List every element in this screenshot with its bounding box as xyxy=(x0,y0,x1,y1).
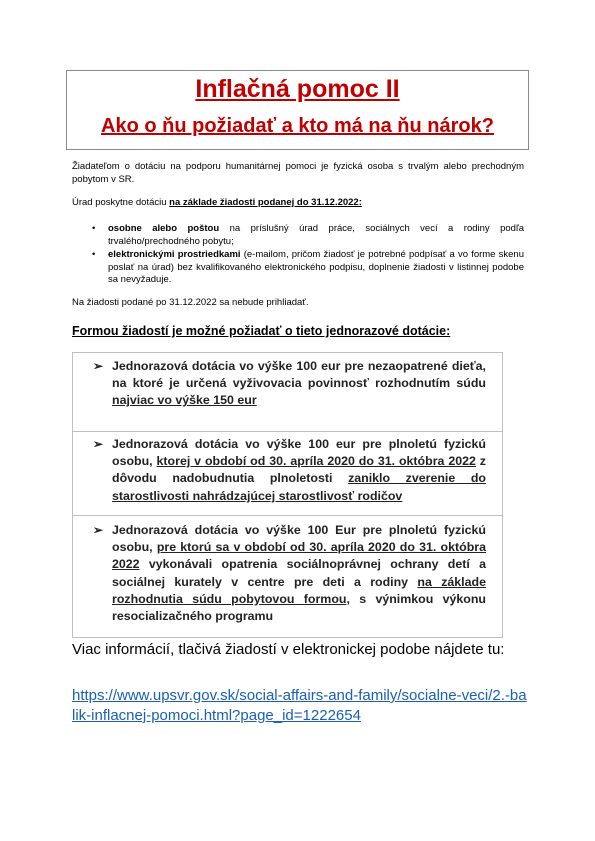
arrow-bullet-icon: ➢ xyxy=(93,359,104,373)
bullet-icon: • xyxy=(92,249,96,260)
grant-text: , s výnimkou výkonu resocializačného programu xyxy=(112,591,486,624)
grant-highlight: ktorej v období od 30. apríla 2020 do 31. októbra 2022 xyxy=(156,454,476,469)
method-text: na príslušný úrad práce, sociálnych vecí a rodiny podľa trvalého/prechodného pobytu; xyxy=(108,223,525,247)
more-info-text: Viac informácií, tlačivá žiadostí v elektronickej podobe nájdete tu: xyxy=(72,641,505,658)
late-note: Na žiadosti podané po 31.12.2022 sa nebude prihliadať. xyxy=(72,297,309,308)
basis-prefix: Úrad poskytne dotáciu xyxy=(72,197,170,208)
basis-paragraph xyxy=(72,197,524,210)
grant-text: Jednorazová dotácia vo výške 100 eur pre plnoletú fyzickú osobu, xyxy=(112,437,486,469)
grant-item xyxy=(93,358,486,410)
grant-text: z dôvodu nadobudnutia plnoletosti xyxy=(112,454,486,486)
arrow-bullet-icon: ➢ xyxy=(93,437,104,451)
grant-item xyxy=(93,522,486,625)
method-label: elektronickými prostriedkami xyxy=(108,249,241,260)
title-box xyxy=(66,70,529,150)
submission-methods-list xyxy=(72,223,524,288)
grant-text: vykonávali opatrenia sociálnoprávnej ochrany detí a sociálnej kurately v centre pre deti a rodiny xyxy=(112,557,486,589)
method-text: (e-mailom, pričom žiadosť je potrebné podpísať a vo forme skenu poslať na úrad) bez kvalifikovaného elektronického podpisu, doplnenie žiadosti v listinnej podobe sa nevyžaduje. xyxy=(108,249,524,285)
row-divider xyxy=(73,431,502,432)
grant-item xyxy=(93,436,486,505)
list-item xyxy=(72,249,524,287)
grant-text: Jednorazová dotácia vo výške 100 Eur pre plnoletú fyzickú osobu, xyxy=(112,523,486,555)
grant-highlight: najviac vo výške 150 eur xyxy=(112,393,257,408)
page-title: Inflačná pomoc II xyxy=(195,75,400,103)
grant-highlight: zaniklo zverenie do starostlivosti nahrádzajúcej starostlivosť rodičov xyxy=(112,471,486,503)
method-label: osobne alebo poštou xyxy=(108,223,220,234)
grant-text: Jednorazová dotácia vo výške 100 eur pre nezaopatrené dieťa, na ktoré je určená vyživovacia povinnosť rozhodnutím súdu xyxy=(112,359,486,391)
grant-highlight: na základe rozhodnutia súdu pobytovou formou xyxy=(112,574,486,606)
bullet-icon: • xyxy=(92,223,96,234)
page-subtitle: Ako o ňu požiadať a kto má na ňu nárok? xyxy=(101,115,494,137)
list-item xyxy=(72,223,524,248)
grant-highlight: pre ktorú sa v období od 30. apríla 2020 do 31. októbra 2022 xyxy=(112,540,486,572)
basis-deadline: na základe žiadosti podanej do 31.12.2022: xyxy=(169,197,362,208)
intro-paragraph: Žiadateľom o dotáciu na podporu humanitárnej pomoci je fyzická osoba s trvalým alebo prechodným pobytom v SR. xyxy=(72,161,524,185)
arrow-bullet-icon: ➢ xyxy=(93,523,104,537)
row-divider xyxy=(73,515,502,516)
section-heading: Formou žiadostí je možné požiadať o tieto jednorazové dotácie: xyxy=(72,324,451,338)
info-link[interactable]: https://www.upsvr.gov.sk/social-affairs-and-family/socialne-veci/2.-balik-inflacnej-pomoci.html?page_id=1222654 xyxy=(72,687,527,724)
grants-table xyxy=(72,352,503,638)
